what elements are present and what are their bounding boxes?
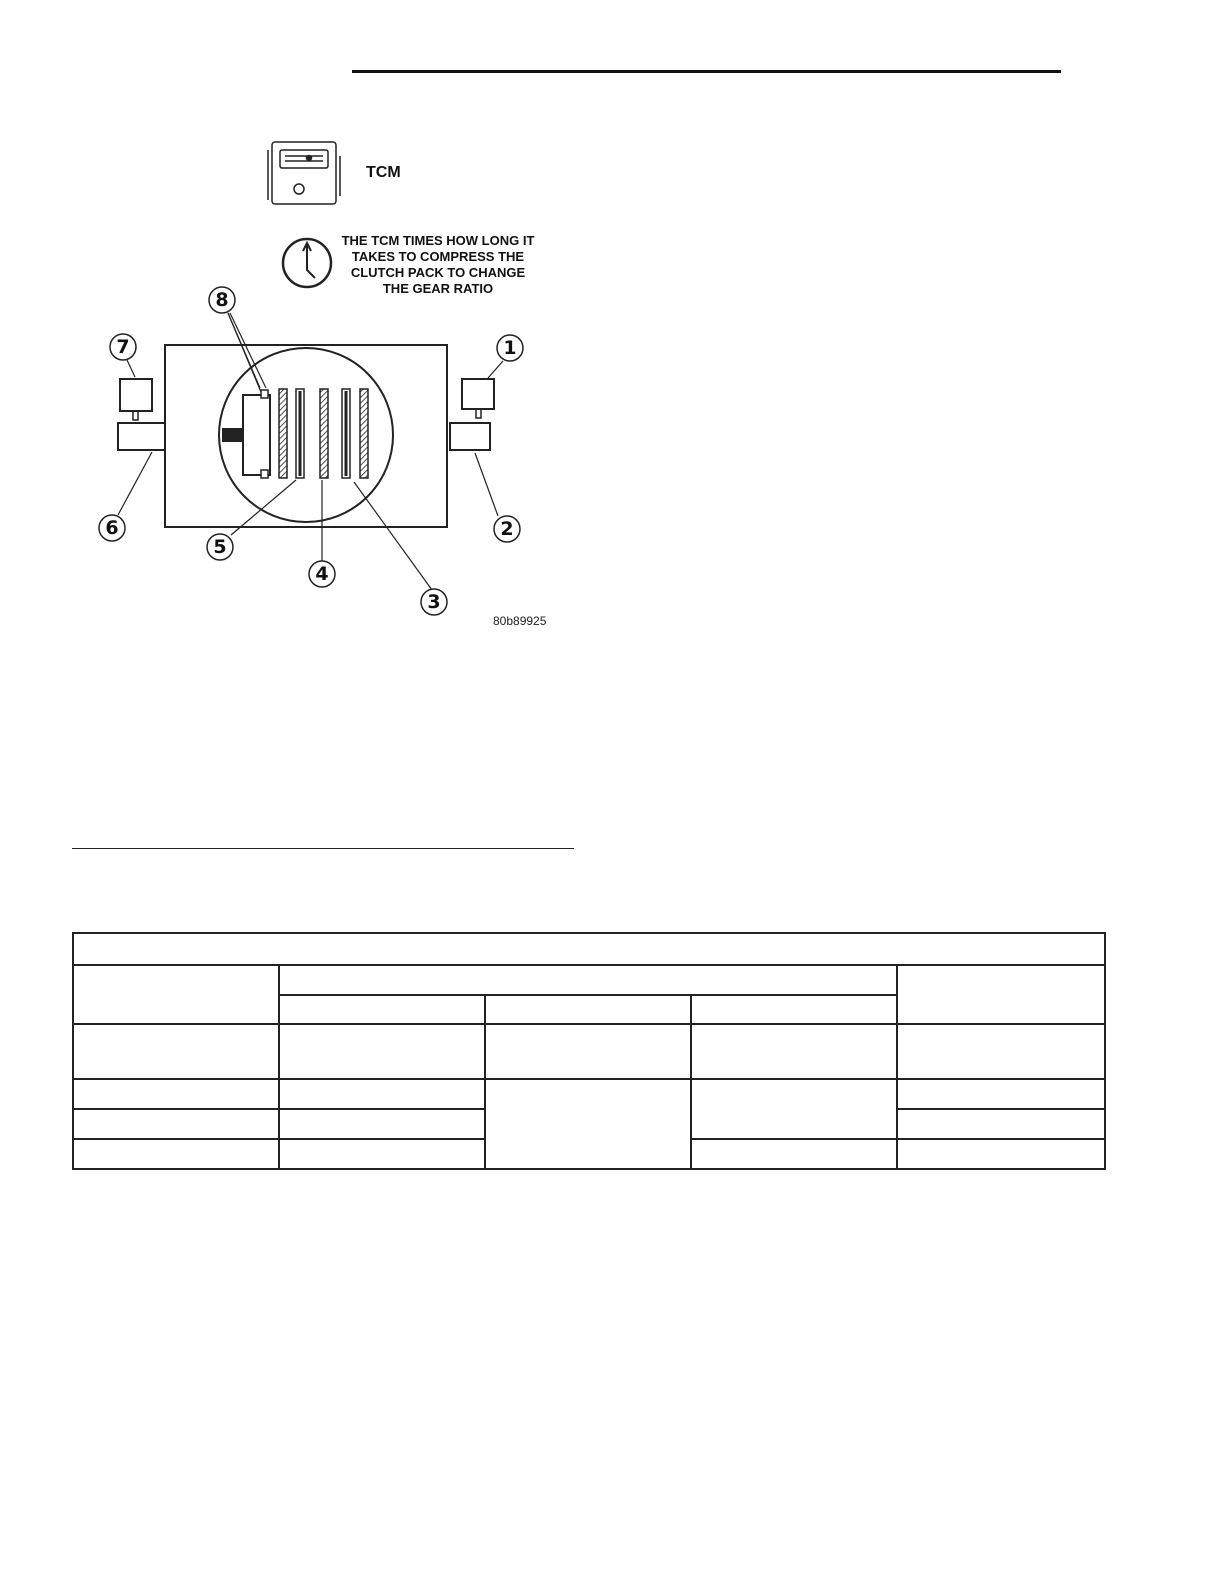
- callout-1: 1: [503, 337, 517, 359]
- tcm-label: TCM: [366, 164, 401, 181]
- callout-8: 8: [215, 289, 229, 311]
- table-cell: [897, 1109, 1105, 1139]
- table-cell: [73, 933, 1105, 965]
- table-cell: [279, 1079, 485, 1109]
- table-cell: [691, 995, 897, 1024]
- table-row: [73, 1079, 1105, 1109]
- table-title-row: [73, 933, 1105, 965]
- table-cell: [897, 1079, 1105, 1109]
- tcm-module-icon: [268, 142, 340, 204]
- callout-4: 4: [315, 563, 329, 585]
- table-cell: [897, 965, 1105, 1024]
- table-cell: [73, 1024, 279, 1079]
- table-cell: [897, 1024, 1105, 1079]
- callout-3: 3: [427, 591, 441, 613]
- table-row: [73, 1024, 1105, 1079]
- table-cell: [691, 1079, 897, 1139]
- table-cell: [485, 1024, 691, 1079]
- clock-icon: [283, 239, 331, 287]
- table-cell: [279, 965, 897, 995]
- table-cell: [485, 995, 691, 1024]
- table-cell: [279, 1024, 485, 1079]
- table-cell: [73, 1139, 279, 1169]
- clock-note: THE TCM TIMES HOW LONG IT TAKES TO COMPRESS THE CLUTCH PACK TO CHANGE THE GEAR RATIO: [341, 233, 535, 296]
- clutch-volume-figure: [90, 130, 560, 640]
- input-shaft: [450, 423, 490, 450]
- table-cell: [691, 1024, 897, 1079]
- table-header-row: [73, 965, 1105, 995]
- table-cell: [73, 965, 279, 1024]
- table-cell: [485, 1079, 691, 1169]
- output-shaft: [118, 423, 165, 450]
- table-cell: [897, 1139, 1105, 1169]
- clutch-pack: [279, 389, 368, 478]
- table-cell: [691, 1139, 897, 1169]
- table-cell: [73, 1079, 279, 1109]
- input-speed-sensor: [462, 379, 494, 409]
- clutch-piston: [243, 395, 270, 475]
- section-rule: [72, 848, 574, 849]
- table-cell: [279, 1139, 485, 1169]
- table-cell: [279, 995, 485, 1024]
- header-rule: [352, 70, 1061, 73]
- callout-5: 5: [213, 536, 227, 558]
- figure-id: 80b89925: [493, 614, 547, 628]
- transmission-housing: [165, 345, 447, 527]
- table-cell: [73, 1109, 279, 1139]
- callout-leaders: [118, 313, 503, 590]
- callout-6: 6: [105, 517, 119, 539]
- callout-2: 2: [500, 518, 514, 540]
- output-speed-sensor: [120, 379, 152, 411]
- callout-7: 7: [116, 336, 130, 358]
- table-cell: [279, 1109, 485, 1139]
- clutch-volume-table: [72, 932, 1106, 1170]
